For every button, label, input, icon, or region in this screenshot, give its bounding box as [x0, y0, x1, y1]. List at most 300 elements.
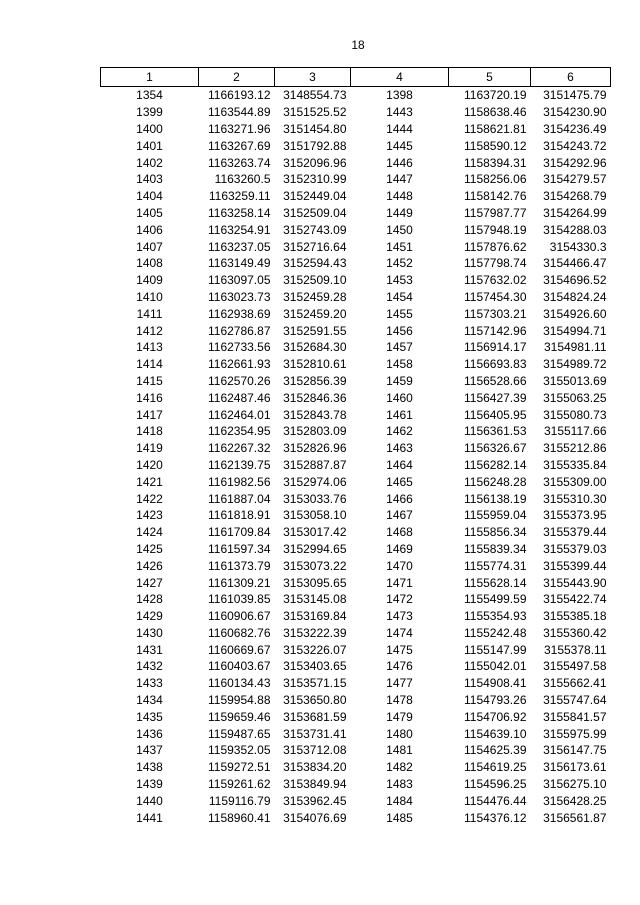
- y-coordinate-cell: 3153222.39: [283, 625, 347, 640]
- x-coordinate-cell: 1163720.19: [463, 88, 527, 103]
- point-number-cell: 1410: [136, 289, 163, 304]
- x-coordinate-cell: 1156248.28: [463, 474, 527, 489]
- point-number-cell: 1471: [386, 575, 413, 590]
- x-coordinate-cell: 1155628.14: [463, 575, 527, 590]
- table-row: [101, 188, 611, 205]
- x-coordinate-cell: 1163259.11: [208, 189, 271, 204]
- x-coordinate-cell: 1159116.79: [208, 793, 271, 808]
- x-coordinate-cell: 1162733.56: [207, 340, 271, 355]
- x-coordinate-cell: 1161887.04: [207, 491, 271, 506]
- table-row: [101, 608, 611, 625]
- y-coordinate-cell: 3152843.78: [283, 407, 347, 422]
- y-coordinate-cell: 3154279.57: [543, 172, 607, 187]
- point-number-cell: 1461: [386, 407, 413, 422]
- x-coordinate-cell: 1154376.12: [463, 810, 527, 825]
- y-coordinate-cell: 3151454.80: [283, 121, 347, 136]
- table-row: [101, 255, 611, 272]
- point-number-cell: 1445: [386, 138, 413, 153]
- table-row: [101, 104, 611, 121]
- point-number-cell: 1458: [386, 357, 413, 372]
- x-coordinate-cell: 1158256.06: [463, 172, 527, 187]
- y-coordinate-cell: 3152459.20: [283, 306, 347, 321]
- point-number-cell: 1427: [136, 575, 163, 590]
- y-coordinate-cell: 3152449.04: [283, 189, 347, 204]
- y-coordinate-cell: 3152459.28: [283, 289, 347, 304]
- column-header: 5: [449, 68, 531, 87]
- x-coordinate-cell: 1154793.26: [463, 693, 527, 708]
- y-coordinate-cell: 3151525.52: [283, 105, 347, 120]
- x-coordinate-cell: 1161982.56: [207, 474, 271, 489]
- x-coordinate-cell: 1157303.21: [463, 306, 527, 321]
- x-coordinate-cell: 1163254.91: [207, 222, 271, 237]
- point-number-cell: 1483: [386, 777, 413, 792]
- y-coordinate-cell: 3152974.06: [283, 474, 347, 489]
- y-coordinate-cell: 3155212.86: [543, 441, 607, 456]
- y-coordinate-cell: 3154236.49: [543, 121, 607, 136]
- table-body: [101, 87, 611, 827]
- x-coordinate-cell: 1154596.25: [463, 777, 527, 792]
- x-coordinate-cell: 1155147.99: [463, 642, 527, 657]
- x-coordinate-cell: 1156405.95: [463, 407, 527, 422]
- x-coordinate-cell: 1155354.93: [463, 609, 527, 624]
- x-coordinate-cell: 1157632.02: [463, 273, 527, 288]
- point-number-cell: 1462: [386, 424, 413, 439]
- point-number-cell: 1403: [136, 172, 163, 187]
- y-coordinate-cell: 3153017.42: [283, 525, 347, 540]
- x-coordinate-cell: 1161709.84: [207, 525, 271, 540]
- point-number-cell: 1475: [386, 642, 413, 657]
- table-row: [101, 759, 611, 776]
- point-number-cell: 1417: [136, 407, 163, 422]
- point-number-cell: 1419: [136, 441, 163, 456]
- y-coordinate-cell: 3155662.41: [543, 676, 607, 691]
- table-row: [101, 557, 611, 574]
- point-number-cell: 1429: [136, 609, 163, 624]
- point-number-cell: 1438: [136, 760, 163, 775]
- x-coordinate-cell: 1155856.34: [463, 525, 527, 540]
- point-number-cell: 1424: [136, 525, 163, 540]
- y-coordinate-cell: 3151792.88: [283, 138, 347, 153]
- y-coordinate-cell: 3154989.72: [543, 357, 607, 372]
- table-row: [101, 574, 611, 591]
- point-number-cell: 1453: [386, 273, 413, 288]
- page-number: 18: [351, 38, 365, 52]
- y-coordinate-cell: 3152846.36: [283, 390, 347, 405]
- y-coordinate-cell: 3154076.69: [283, 810, 347, 825]
- point-number-cell: 1431: [136, 642, 163, 657]
- point-number-cell: 1423: [136, 508, 163, 523]
- point-number-cell: 1457: [386, 340, 413, 355]
- x-coordinate-cell: 1155774.31: [463, 558, 527, 573]
- point-number-cell: 1468: [386, 525, 413, 540]
- point-number-cell: 1465: [386, 474, 413, 489]
- point-number-cell: 1460: [386, 390, 413, 405]
- table-row: [101, 205, 611, 222]
- y-coordinate-cell: 3153073.22: [283, 558, 347, 573]
- x-coordinate-cell: 1156361.53: [463, 424, 527, 439]
- point-number-cell: 1450: [386, 222, 413, 237]
- table-row: [101, 406, 611, 423]
- x-coordinate-cell: 1163267.69: [207, 138, 271, 153]
- table-row: [101, 742, 611, 759]
- x-coordinate-cell: 1160682.76: [207, 625, 271, 640]
- x-coordinate-cell: 1159487.65: [207, 726, 271, 741]
- y-coordinate-cell: 3156173.61: [543, 760, 607, 775]
- y-coordinate-cell: 3154330.3: [549, 239, 607, 254]
- x-coordinate-cell: 1156427.39: [463, 390, 527, 405]
- y-coordinate-cell: 3155497.58: [543, 659, 607, 674]
- x-coordinate-cell: 1155959.04: [463, 508, 527, 523]
- y-coordinate-cell: 3155117.66: [543, 424, 607, 439]
- y-coordinate-cell: 3153849.94: [283, 777, 347, 792]
- point-number-cell: 1400: [136, 121, 163, 136]
- x-coordinate-cell: 1154908.41: [463, 676, 527, 691]
- y-coordinate-cell: 3155975.99: [543, 726, 607, 741]
- column-header: 3: [275, 68, 351, 87]
- y-coordinate-cell: 3155422.74: [543, 592, 607, 607]
- y-coordinate-cell: 3155373.95: [543, 508, 607, 523]
- table-row: [101, 541, 611, 558]
- y-coordinate-cell: 3153226.07: [283, 642, 347, 657]
- point-number-cell: 1472: [386, 592, 413, 607]
- y-coordinate-cell: 3153712.08: [283, 743, 347, 758]
- point-number-cell: 1451: [386, 239, 413, 254]
- table-row: [101, 658, 611, 675]
- y-coordinate-cell: 3152509.10: [283, 273, 347, 288]
- point-number-cell: 1414: [136, 357, 163, 372]
- y-coordinate-cell: 3153058.10: [283, 508, 347, 523]
- y-coordinate-cell: 3155443.90: [543, 575, 607, 590]
- x-coordinate-cell: 1160906.67: [207, 609, 271, 624]
- header-row: [101, 68, 611, 87]
- y-coordinate-cell: 3152509.04: [283, 205, 347, 220]
- point-number-cell: 1480: [386, 726, 413, 741]
- x-coordinate-cell: 1154619.25: [463, 760, 527, 775]
- y-coordinate-cell: 3152716.64: [283, 239, 347, 254]
- y-coordinate-cell: 3152310.99: [283, 172, 347, 187]
- x-coordinate-cell: 1162267.32: [207, 441, 271, 456]
- x-coordinate-cell: 1156693.83: [463, 357, 527, 372]
- y-coordinate-cell: 3154926.60: [543, 306, 607, 321]
- y-coordinate-cell: 3153169.84: [283, 609, 347, 624]
- point-number-cell: 1406: [136, 222, 163, 237]
- point-number-cell: 1439: [136, 777, 163, 792]
- y-coordinate-cell: 3155747.64: [543, 693, 607, 708]
- x-coordinate-cell: 1154706.92: [463, 709, 527, 724]
- point-number-cell: 1425: [136, 541, 163, 556]
- y-coordinate-cell: 3152743.09: [283, 222, 347, 237]
- table-row: [101, 473, 611, 490]
- point-number-cell: 1412: [136, 323, 163, 338]
- x-coordinate-cell: 1161597.34: [207, 541, 271, 556]
- table-row: [101, 154, 611, 171]
- x-coordinate-cell: 1161309.21: [207, 575, 271, 590]
- x-coordinate-cell: 1161818.91: [207, 508, 271, 523]
- point-number-cell: 1478: [386, 693, 413, 708]
- x-coordinate-cell: 1163237.05: [207, 239, 271, 254]
- x-coordinate-cell: 1162570.26: [207, 373, 271, 388]
- point-number-cell: 1433: [136, 676, 163, 691]
- point-number-cell: 1485: [386, 810, 413, 825]
- point-number-cell: 1467: [386, 508, 413, 523]
- x-coordinate-cell: 1158590.12: [463, 138, 527, 153]
- point-number-cell: 1449: [386, 205, 413, 220]
- x-coordinate-cell: 1161039.85: [207, 592, 271, 607]
- table-row: [101, 457, 611, 474]
- y-coordinate-cell: 3152826.96: [283, 441, 347, 456]
- x-coordinate-cell: 1156914.17: [463, 340, 527, 355]
- table-row: [101, 507, 611, 524]
- point-number-cell: 1435: [136, 709, 163, 724]
- point-number-cell: 1421: [136, 474, 163, 489]
- x-coordinate-cell: 1156326.67: [463, 441, 527, 456]
- table-row: [101, 121, 611, 138]
- x-coordinate-cell: 1162786.87: [207, 323, 271, 338]
- y-coordinate-cell: 3156428.25: [543, 793, 607, 808]
- table-row: [101, 524, 611, 541]
- point-number-cell: 1426: [136, 558, 163, 573]
- y-coordinate-cell: 3153834.20: [283, 760, 347, 775]
- point-number-cell: 1443: [386, 105, 413, 120]
- table-row: [101, 171, 611, 188]
- y-coordinate-cell: 3153571.15: [283, 676, 347, 691]
- y-coordinate-cell: 3154243.72: [543, 138, 607, 153]
- x-coordinate-cell: 1159261.62: [207, 777, 271, 792]
- point-number-cell: 1482: [386, 760, 413, 775]
- x-coordinate-cell: 1155042.01: [463, 659, 527, 674]
- y-coordinate-cell: 3154696.52: [543, 273, 607, 288]
- y-coordinate-cell: 3153731.41: [283, 726, 347, 741]
- point-number-cell: 1455: [386, 306, 413, 321]
- column-header: 2: [199, 68, 275, 87]
- x-coordinate-cell: 1158638.46: [463, 105, 527, 120]
- point-number-cell: 1422: [136, 491, 163, 506]
- point-number-cell: 1481: [386, 743, 413, 758]
- point-number-cell: 1454: [386, 289, 413, 304]
- y-coordinate-cell: 3155379.44: [543, 525, 607, 540]
- y-coordinate-cell: 3155399.44: [543, 558, 607, 573]
- x-coordinate-cell: 1156528.66: [463, 373, 527, 388]
- y-coordinate-cell: 3155310.30: [543, 491, 607, 506]
- table-row: [101, 591, 611, 608]
- y-coordinate-cell: 3153145.08: [283, 592, 347, 607]
- x-coordinate-cell: 1163271.96: [207, 121, 271, 136]
- y-coordinate-cell: 3154994.71: [543, 323, 607, 338]
- table-row: [101, 675, 611, 692]
- y-coordinate-cell: 3152810.61: [283, 357, 347, 372]
- x-coordinate-cell: 1154625.39: [463, 743, 527, 758]
- table-row: [101, 440, 611, 457]
- point-number-cell: 1398: [386, 88, 413, 103]
- point-number-cell: 1484: [386, 793, 413, 808]
- x-coordinate-cell: 1163263.74: [207, 155, 271, 170]
- point-number-cell: 1430: [136, 625, 163, 640]
- point-number-cell: 1404: [136, 189, 163, 204]
- x-coordinate-cell: 1163260.5: [214, 172, 271, 187]
- point-number-cell: 1428: [136, 592, 163, 607]
- y-coordinate-cell: 3152591.55: [283, 323, 347, 338]
- x-coordinate-cell: 1166193.12: [207, 88, 271, 103]
- y-coordinate-cell: 3153650.80: [283, 693, 347, 708]
- point-number-cell: 1474: [386, 625, 413, 640]
- x-coordinate-cell: 1158621.81: [463, 121, 527, 136]
- column-header: 4: [351, 68, 449, 87]
- x-coordinate-cell: 1158142.76: [463, 189, 527, 204]
- y-coordinate-cell: 3152887.87: [283, 457, 347, 472]
- y-coordinate-cell: 3155360.42: [543, 625, 607, 640]
- x-coordinate-cell: 1161373.79: [207, 558, 271, 573]
- point-number-cell: 1408: [136, 256, 163, 271]
- y-coordinate-cell: 3152096.96: [283, 155, 347, 170]
- y-coordinate-cell: 3155385.18: [543, 609, 607, 624]
- y-coordinate-cell: 3154824.24: [543, 289, 607, 304]
- column-header: 6: [531, 68, 611, 87]
- x-coordinate-cell: 1157948.19: [463, 222, 527, 237]
- point-number-cell: 1418: [136, 424, 163, 439]
- table-row: [101, 305, 611, 322]
- point-number-cell: 1446: [386, 155, 413, 170]
- point-number-cell: 1463: [386, 441, 413, 456]
- x-coordinate-cell: 1157142.96: [463, 323, 527, 338]
- table-row: [101, 87, 611, 104]
- y-coordinate-cell: 3153681.59: [283, 709, 347, 724]
- table-row: [101, 776, 611, 793]
- point-number-cell: 1354: [136, 88, 163, 103]
- point-number-cell: 1407: [136, 239, 163, 254]
- y-coordinate-cell: 3156561.87: [543, 810, 607, 825]
- x-coordinate-cell: 1163149.49: [207, 256, 271, 271]
- x-coordinate-cell: 1158960.41: [207, 810, 271, 825]
- y-coordinate-cell: 3153033.76: [283, 491, 347, 506]
- table-header: [101, 68, 611, 87]
- y-coordinate-cell: 3153095.65: [283, 575, 347, 590]
- x-coordinate-cell: 1163258.14: [207, 205, 271, 220]
- y-coordinate-cell: 3154268.79: [543, 189, 607, 204]
- x-coordinate-cell: 1154639.10: [463, 726, 527, 741]
- y-coordinate-cell: 3152856.39: [283, 373, 347, 388]
- x-coordinate-cell: 1163544.89: [207, 105, 271, 120]
- x-coordinate-cell: 1155242.48: [463, 625, 527, 640]
- point-number-cell: 1477: [386, 676, 413, 691]
- point-number-cell: 1444: [386, 121, 413, 136]
- table-row: [101, 137, 611, 154]
- point-number-cell: 1411: [136, 306, 163, 321]
- table-row: [101, 708, 611, 725]
- table-row: [101, 725, 611, 742]
- y-coordinate-cell: 3155013.69: [543, 373, 607, 388]
- y-coordinate-cell: 3151475.79: [543, 88, 607, 103]
- x-coordinate-cell: 1155839.34: [463, 541, 527, 556]
- y-coordinate-cell: 3152684.30: [283, 340, 347, 355]
- table-row: [101, 490, 611, 507]
- point-number-cell: 1441: [136, 810, 163, 825]
- x-coordinate-cell: 1157987.77: [463, 205, 527, 220]
- x-coordinate-cell: 1160669.67: [207, 642, 271, 657]
- coordinates-table: [100, 67, 611, 826]
- y-coordinate-cell: 3154230.90: [543, 105, 607, 120]
- x-coordinate-cell: 1162938.69: [207, 306, 271, 321]
- x-coordinate-cell: 1163097.05: [207, 273, 271, 288]
- point-number-cell: 1469: [386, 541, 413, 556]
- point-number-cell: 1434: [136, 693, 163, 708]
- x-coordinate-cell: 1160134.43: [207, 676, 271, 691]
- point-number-cell: 1413: [136, 340, 163, 355]
- point-number-cell: 1415: [136, 373, 163, 388]
- table-row: [101, 692, 611, 709]
- x-coordinate-cell: 1156138.19: [463, 491, 527, 506]
- table-row: [101, 272, 611, 289]
- table-row: [101, 322, 611, 339]
- y-coordinate-cell: 3155378.11: [543, 642, 607, 657]
- x-coordinate-cell: 1158394.31: [463, 155, 527, 170]
- table-row: [101, 356, 611, 373]
- point-number-cell: 1456: [386, 323, 413, 338]
- point-number-cell: 1452: [386, 256, 413, 271]
- point-number-cell: 1448: [386, 189, 413, 204]
- point-number-cell: 1420: [136, 457, 163, 472]
- y-coordinate-cell: 3154292.96: [543, 155, 607, 170]
- point-number-cell: 1459: [386, 373, 413, 388]
- x-coordinate-cell: 1160403.67: [207, 659, 271, 674]
- table-row: [101, 625, 611, 642]
- x-coordinate-cell: 1159272.51: [207, 760, 271, 775]
- point-number-cell: 1447: [386, 172, 413, 187]
- x-coordinate-cell: 1162661.93: [207, 357, 271, 372]
- table-row: [101, 373, 611, 390]
- y-coordinate-cell: 3154466.47: [543, 256, 607, 271]
- point-number-cell: 1476: [386, 659, 413, 674]
- y-coordinate-cell: 3155080.73: [543, 407, 607, 422]
- point-number-cell: 1464: [386, 457, 413, 472]
- y-coordinate-cell: 3155335.84: [543, 457, 607, 472]
- x-coordinate-cell: 1159659.46: [207, 709, 271, 724]
- x-coordinate-cell: 1163023.73: [207, 289, 271, 304]
- y-coordinate-cell: 3154288.03: [543, 222, 607, 237]
- y-coordinate-cell: 3155063.25: [543, 390, 607, 405]
- x-coordinate-cell: 1159352.05: [207, 743, 271, 758]
- y-coordinate-cell: 3154981.11: [543, 340, 607, 355]
- point-number-cell: 1409: [136, 273, 163, 288]
- x-coordinate-cell: 1162354.95: [207, 424, 271, 439]
- point-number-cell: 1436: [136, 726, 163, 741]
- y-coordinate-cell: 3156275.10: [543, 777, 607, 792]
- y-coordinate-cell: 3152594.43: [283, 256, 347, 271]
- x-coordinate-cell: 1155499.59: [463, 592, 527, 607]
- point-number-cell: 1440: [136, 793, 163, 808]
- column-header: 1: [101, 68, 199, 87]
- point-number-cell: 1432: [136, 659, 163, 674]
- x-coordinate-cell: 1157798.74: [463, 256, 527, 271]
- y-coordinate-cell: 3156147.75: [543, 743, 607, 758]
- x-coordinate-cell: 1157876.62: [463, 239, 527, 254]
- y-coordinate-cell: 3153962.45: [283, 793, 347, 808]
- point-number-cell: 1473: [386, 609, 413, 624]
- point-number-cell: 1466: [386, 491, 413, 506]
- point-number-cell: 1401: [136, 138, 163, 153]
- y-coordinate-cell: 3148554.73: [283, 88, 347, 103]
- table-row: [101, 641, 611, 658]
- x-coordinate-cell: 1156282.14: [463, 457, 527, 472]
- point-number-cell: 1399: [136, 105, 163, 120]
- y-coordinate-cell: 3155841.57: [543, 709, 607, 724]
- table-row: [101, 289, 611, 306]
- point-number-cell: 1437: [136, 743, 163, 758]
- point-number-cell: 1405: [136, 205, 163, 220]
- x-coordinate-cell: 1162487.46: [207, 390, 271, 405]
- table-row: [101, 423, 611, 440]
- table-row: [101, 389, 611, 406]
- y-coordinate-cell: 3155309.00: [543, 474, 607, 489]
